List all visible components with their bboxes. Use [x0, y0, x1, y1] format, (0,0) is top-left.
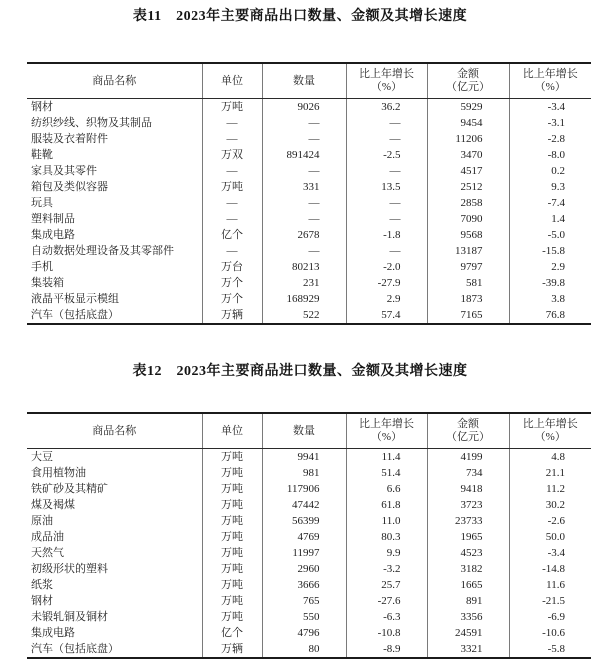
quantity-growth-cell: -27.9	[346, 275, 427, 291]
amount-cell: 5929	[427, 99, 509, 116]
amount-cell: 3723	[427, 497, 509, 513]
amount-growth-cell: 4.8	[509, 449, 591, 466]
amount-growth-cell: -2.8	[509, 131, 591, 147]
quantity-growth-cell: 36.2	[346, 99, 427, 116]
quantity-cell: 47442	[262, 497, 346, 513]
quantity-cell: —	[262, 211, 346, 227]
unit-cell: 万吨	[202, 179, 262, 195]
table-row	[27, 593, 591, 609]
commodity-name: 塑料制品	[31, 213, 75, 225]
commodity-name: 天然气	[31, 547, 64, 559]
quantity-growth-cell: —	[346, 115, 427, 131]
quantity-cell: 2960	[262, 561, 346, 577]
commodity-name: 液晶平板显示模组	[31, 293, 119, 305]
column-header	[346, 63, 427, 99]
commodity-name: 大豆	[31, 451, 53, 463]
column-header	[427, 413, 509, 449]
amount-cell: 11206	[427, 131, 509, 147]
amount-cell: 9454	[427, 115, 509, 131]
export-table-section	[0, 0, 600, 325]
amount-growth-cell: -5.0	[509, 227, 591, 243]
amount-growth-cell: -10.6	[509, 625, 591, 641]
amount-cell: 23733	[427, 513, 509, 529]
amount-growth-cell: -5.8	[509, 641, 591, 658]
quantity-cell: 56399	[262, 513, 346, 529]
column-header-line: 商品名称	[92, 424, 137, 437]
amount-growth-cell: -2.6	[509, 513, 591, 529]
quantity-growth-cell: —	[346, 243, 427, 259]
unit-cell: 万吨	[202, 481, 262, 497]
quantity-growth-cell: 80.3	[346, 529, 427, 545]
amount-growth-cell: 0.2	[509, 163, 591, 179]
unit-cell: 万吨	[202, 465, 262, 481]
quantity-cell: 9026	[262, 99, 346, 116]
commodity-name: 食用植物油	[31, 467, 86, 479]
amount-cell: 4517	[427, 163, 509, 179]
amount-cell: 9797	[427, 259, 509, 275]
unit-cell: 亿个	[202, 625, 262, 641]
import-commodities-table	[27, 412, 591, 659]
quantity-growth-cell: -27.6	[346, 593, 427, 609]
unit-cell: —	[202, 131, 262, 147]
table-row	[27, 147, 591, 163]
quantity-growth-cell: 9.9	[346, 545, 427, 561]
column-header	[27, 63, 202, 99]
table-row	[27, 577, 591, 593]
commodity-name: 煤及褐煤	[31, 499, 75, 511]
table-row	[27, 131, 591, 147]
column-header-line: 比上年增长	[522, 418, 578, 430]
unit-cell: 万吨	[202, 545, 262, 561]
column-header	[202, 413, 262, 449]
commodity-name: 未锻轧铜及铜材	[31, 611, 108, 623]
column-header-line: 单位	[221, 424, 243, 437]
quantity-cell: —	[262, 163, 346, 179]
quantity-cell: —	[262, 115, 346, 131]
commodity-name: 汽车（包括底盘）	[31, 309, 119, 321]
column-header-line: 比上年增长	[359, 68, 414, 80]
quantity-growth-cell: 13.5	[346, 179, 427, 195]
commodity-name: 集成电路	[31, 229, 75, 241]
commodity-name: 玩具	[31, 197, 53, 209]
amount-cell: 7090	[427, 211, 509, 227]
quantity-growth-cell: -10.8	[346, 625, 427, 641]
unit-cell: 万吨	[202, 577, 262, 593]
table-row	[27, 545, 591, 561]
commodity-name: 家具及其零件	[31, 165, 97, 177]
commodity-name: 钢材	[31, 595, 53, 607]
amount-cell: 24591	[427, 625, 509, 641]
quantity-growth-cell: —	[346, 131, 427, 147]
table-row	[27, 481, 591, 497]
quantity-growth-cell: —	[346, 211, 427, 227]
amount-growth-cell: -6.9	[509, 609, 591, 625]
amount-growth-cell: 3.8	[509, 291, 591, 307]
table-row	[27, 243, 591, 259]
column-header	[509, 413, 591, 449]
unit-cell: 亿个	[202, 227, 262, 243]
commodity-name: 手机	[31, 261, 53, 273]
unit-cell: 万吨	[202, 449, 262, 466]
amount-growth-cell: 11.2	[509, 481, 591, 497]
amount-cell: 4523	[427, 545, 509, 561]
table-row	[27, 513, 591, 529]
commodity-name: 汽车（包括底盘）	[31, 643, 119, 655]
amount-cell: 3182	[427, 561, 509, 577]
quantity-cell: 4769	[262, 529, 346, 545]
unit-cell: —	[202, 195, 262, 211]
quantity-cell: 168929	[262, 291, 346, 307]
amount-growth-cell: -3.4	[509, 545, 591, 561]
amount-growth-cell: 21.1	[509, 465, 591, 481]
table-row	[27, 211, 591, 227]
table-row	[27, 163, 591, 179]
amount-growth-cell: 1.4	[509, 211, 591, 227]
table-row	[27, 625, 591, 641]
column-header-line: （%）	[534, 81, 566, 93]
export-table-header	[27, 63, 591, 99]
column-header-line: （%）	[534, 431, 566, 443]
quantity-cell: —	[262, 195, 346, 211]
amount-growth-cell: -15.8	[509, 243, 591, 259]
amount-growth-cell: 50.0	[509, 529, 591, 545]
table-row	[27, 227, 591, 243]
quantity-cell: 550	[262, 609, 346, 625]
unit-cell: 万双	[202, 147, 262, 163]
amount-cell: 581	[427, 275, 509, 291]
column-header-line: 金额	[457, 68, 479, 80]
unit-cell: —	[202, 115, 262, 131]
export-table-title: 表11 2023年主要商品出口数量、金额及其增长速度	[132, 9, 468, 24]
quantity-cell: —	[262, 131, 346, 147]
quantity-growth-cell: 25.7	[346, 577, 427, 593]
table-row	[27, 561, 591, 577]
quantity-growth-cell: 2.9	[346, 291, 427, 307]
amount-cell: 1873	[427, 291, 509, 307]
amount-growth-cell: 11.6	[509, 577, 591, 593]
commodity-name: 集成电路	[31, 627, 75, 639]
amount-cell: 4199	[427, 449, 509, 466]
amount-cell: 734	[427, 465, 509, 481]
header-row	[27, 413, 591, 449]
quantity-cell: 11997	[262, 545, 346, 561]
quantity-growth-cell: -1.8	[346, 227, 427, 243]
amount-cell: 9418	[427, 481, 509, 497]
quantity-growth-cell: -8.9	[346, 641, 427, 658]
quantity-growth-cell: 61.8	[346, 497, 427, 513]
amount-cell: 1665	[427, 577, 509, 593]
quantity-cell: 80	[262, 641, 346, 658]
column-header	[262, 63, 346, 99]
quantity-cell: 117906	[262, 481, 346, 497]
table-row	[27, 275, 591, 291]
column-header-line: （亿元）	[446, 431, 490, 443]
column-header-line: 单位	[221, 74, 243, 87]
quantity-cell: 765	[262, 593, 346, 609]
amount-growth-cell: -14.8	[509, 561, 591, 577]
table-row	[27, 497, 591, 513]
commodity-name: 鞋靴	[31, 149, 53, 161]
quantity-growth-cell: —	[346, 163, 427, 179]
unit-cell: 万辆	[202, 641, 262, 658]
column-header	[427, 63, 509, 99]
amount-growth-cell: -7.4	[509, 195, 591, 211]
quantity-growth-cell: -2.5	[346, 147, 427, 163]
amount-cell: 7165	[427, 307, 509, 324]
amount-growth-cell: 76.8	[509, 307, 591, 324]
amount-growth-cell: 9.3	[509, 179, 591, 195]
column-header-line: （亿元）	[446, 81, 490, 93]
table-row	[27, 641, 591, 658]
table-row	[27, 449, 591, 466]
unit-cell: —	[202, 211, 262, 227]
unit-cell: 万个	[202, 291, 262, 307]
quantity-cell: 891424	[262, 147, 346, 163]
quantity-growth-cell: 11.4	[346, 449, 427, 466]
column-header-line: （%）	[370, 431, 403, 443]
unit-cell: —	[202, 243, 262, 259]
unit-cell: 万吨	[202, 513, 262, 529]
commodity-name: 钢材	[31, 101, 53, 113]
unit-cell: 万个	[202, 275, 262, 291]
header-row	[27, 63, 591, 99]
commodity-name: 自动数据处理设备及其零部件	[31, 245, 174, 257]
table-row	[27, 195, 591, 211]
quantity-cell: 9941	[262, 449, 346, 466]
column-header-line: 数量	[293, 74, 315, 87]
quantity-cell: 3666	[262, 577, 346, 593]
amount-growth-cell: -3.1	[509, 115, 591, 131]
quantity-cell: 4796	[262, 625, 346, 641]
quantity-cell: 331	[262, 179, 346, 195]
amount-cell: 1965	[427, 529, 509, 545]
quantity-growth-cell: -6.3	[346, 609, 427, 625]
quantity-growth-cell: -3.2	[346, 561, 427, 577]
table-row	[27, 259, 591, 275]
commodity-name: 原油	[31, 515, 53, 527]
unit-cell: —	[202, 163, 262, 179]
column-header-line: 数量	[293, 424, 315, 437]
import-table-header	[27, 413, 591, 449]
import-table-section	[0, 363, 600, 659]
column-header-line: 比上年增长	[522, 68, 578, 80]
amount-cell: 3356	[427, 609, 509, 625]
column-header-line: 比上年增长	[359, 418, 414, 430]
table-row	[27, 115, 591, 131]
amount-growth-cell: -21.5	[509, 593, 591, 609]
amount-cell: 3470	[427, 147, 509, 163]
table-row	[27, 99, 591, 116]
unit-cell: 万台	[202, 259, 262, 275]
quantity-growth-cell: -2.0	[346, 259, 427, 275]
unit-cell: 万吨	[202, 497, 262, 513]
table-row	[27, 529, 591, 545]
amount-cell: 9568	[427, 227, 509, 243]
amount-cell: 2512	[427, 179, 509, 195]
unit-cell: 万吨	[202, 609, 262, 625]
commodity-name: 成品油	[31, 531, 64, 543]
quantity-growth-cell: —	[346, 195, 427, 211]
quantity-cell: 2678	[262, 227, 346, 243]
amount-growth-cell: -8.0	[509, 147, 591, 163]
commodity-name: 铁矿砂及其精矿	[31, 483, 108, 495]
column-header	[346, 413, 427, 449]
table-row	[27, 179, 591, 195]
amount-cell: 2858	[427, 195, 509, 211]
import-table-body	[27, 449, 591, 659]
quantity-growth-cell: 57.4	[346, 307, 427, 324]
amount-growth-cell: 30.2	[509, 497, 591, 513]
quantity-cell: 80213	[262, 259, 346, 275]
amount-cell: 3321	[427, 641, 509, 658]
commodity-name: 纸浆	[31, 579, 53, 591]
column-header-line: 金额	[457, 418, 479, 430]
column-header	[509, 63, 591, 99]
amount-cell: 13187	[427, 243, 509, 259]
commodity-name: 纺织纱线、织物及其制品	[31, 117, 152, 129]
unit-cell: 万吨	[202, 529, 262, 545]
column-header	[202, 63, 262, 99]
commodity-name: 服装及衣着附件	[31, 133, 108, 145]
unit-cell: 万吨	[202, 561, 262, 577]
commodity-name: 集装箱	[31, 277, 64, 289]
commodity-name: 箱包及类似容器	[31, 181, 108, 193]
commodity-name: 初级形状的塑料	[31, 563, 108, 575]
quantity-growth-cell: 6.6	[346, 481, 427, 497]
table-row	[27, 291, 591, 307]
export-commodities-table	[27, 62, 591, 325]
quantity-cell: 522	[262, 307, 346, 324]
quantity-cell: 231	[262, 275, 346, 291]
amount-growth-cell: -39.8	[509, 275, 591, 291]
unit-cell: 万辆	[202, 307, 262, 324]
amount-growth-cell: 2.9	[509, 259, 591, 275]
quantity-cell: —	[262, 243, 346, 259]
quantity-growth-cell: 11.0	[346, 513, 427, 529]
import-table-title: 表12 2023年主要商品进口数量、金额及其增长速度	[132, 364, 468, 379]
export-table-body	[27, 99, 591, 325]
column-header-line: （%）	[370, 81, 403, 93]
table-row	[27, 307, 591, 324]
amount-cell: 891	[427, 593, 509, 609]
table-row	[27, 609, 591, 625]
table-row	[27, 465, 591, 481]
unit-cell: 万吨	[202, 593, 262, 609]
column-header-line: 商品名称	[92, 74, 137, 87]
unit-cell: 万吨	[202, 99, 262, 116]
amount-growth-cell: -3.4	[509, 99, 591, 116]
column-header	[262, 413, 346, 449]
column-header	[27, 413, 202, 449]
quantity-cell: 981	[262, 465, 346, 481]
quantity-growth-cell: 51.4	[346, 465, 427, 481]
